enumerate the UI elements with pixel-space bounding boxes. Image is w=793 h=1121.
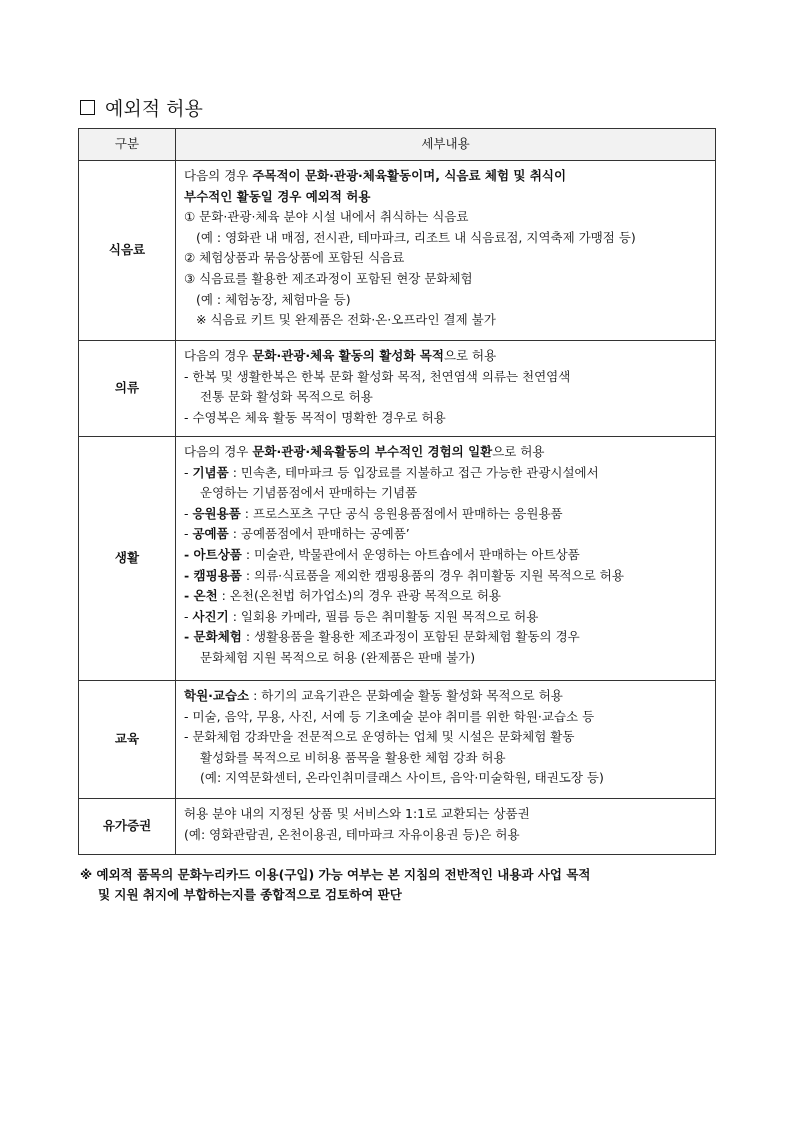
item-name: 사진기 — [192, 608, 229, 624]
checkbox-icon — [80, 100, 95, 115]
living-item — [184, 627, 709, 648]
detail-line — [184, 686, 709, 707]
item-text: : 온천(온천법 허가업소)의 경우 관광 목적으로 허용 — [217, 588, 501, 604]
item-text: : 민속촌, 테마파크 등 입장료를 지불하고 접근 가능한 관광시설에서 — [228, 464, 599, 480]
table-row-living — [79, 437, 716, 681]
dash: - — [184, 608, 193, 624]
footnote-line: 및 지원 취지에 부합하는지를 종합적으로 검토하여 판단 — [98, 887, 402, 902]
text-span: : 하기의 교육기관은 문화예술 활동 활성화 목적으로 허용 — [249, 688, 563, 703]
detail-education — [176, 681, 716, 799]
table-header-row — [79, 129, 716, 161]
item-name: 캠핑용품 — [193, 567, 242, 583]
item-text: : 미술관, 박물관에서 운영하는 아트숍에서 판매하는 아트상품 — [241, 546, 580, 562]
item-text: 문화체험 지원 목적으로 허용 (완제품은 판매 불가) — [200, 649, 476, 665]
item-name: 아트상품 — [193, 546, 242, 562]
dash: - — [184, 526, 193, 542]
detail-line: ① 문화·관광·체육 분야 시설 내에서 취식하는 식음료 — [184, 209, 469, 225]
detail-line: - 한복 및 생활한복은 한복 문화 활성화 목적, 천연염색 의류는 천연염색 — [184, 368, 571, 384]
bold-span: 주목적이 문화·관광·체육활동이며, 식음료 체험 및 취식이 — [252, 168, 567, 183]
detail-food — [176, 161, 716, 341]
detail-line: (예: 영화관람권, 온천이용권, 테마파크 자유이용권 등)은 허용 — [184, 826, 520, 842]
detail-line: ③ 식음료를 활용한 제조과정이 포함된 현장 문화체험 — [184, 270, 473, 286]
dash: - — [184, 505, 193, 521]
exception-table — [78, 128, 716, 855]
footnote-line: ※ 예외적 품목의 문화누리카드 이용(구입) 가능 여부는 본 지침의 전반적인 내용과 사업 목적 — [80, 867, 591, 882]
text-span: 다음의 경우 — [184, 444, 253, 459]
category-securities: 유가증권 — [79, 799, 176, 855]
detail-line — [184, 166, 709, 187]
dash: - — [184, 629, 194, 645]
detail-line — [184, 442, 709, 463]
item-text: : 일회용 카메라, 필름 등은 취미활동 지원 목적으로 허용 — [228, 608, 539, 624]
table-row-securities — [79, 799, 716, 855]
item-name: 응원용품 — [192, 505, 241, 521]
detail-line — [184, 346, 709, 367]
item-name: 문화체험 — [193, 629, 242, 645]
living-item — [184, 504, 709, 525]
bold-span: 부수적인 활동일 경우 예외적 허용 — [184, 188, 371, 204]
item-text: : 공예품점에서 판매하는 공예품’ — [228, 526, 410, 542]
header-category: 구분 — [79, 129, 176, 161]
dash: - — [184, 567, 194, 583]
detail-living — [176, 437, 716, 681]
living-item — [184, 607, 709, 628]
detail-line: 허용 분야 내의 지정된 상품 및 서비스와 1:1로 교환되는 상품권 — [184, 806, 530, 821]
living-item — [184, 483, 709, 504]
table-row-clothing — [79, 341, 716, 437]
dash: - — [184, 588, 194, 604]
bold-span: 학원·교습소 — [184, 688, 250, 703]
living-item — [184, 566, 709, 587]
detail-line — [184, 187, 709, 208]
text-span: 다음의 경우 — [184, 168, 253, 183]
text-span: 으로 허용 — [492, 444, 545, 459]
item-text: 운영하는 기념품점에서 판매하는 기념품 — [200, 485, 418, 501]
text-span: 다음의 경우 — [184, 348, 253, 363]
category-clothing: 의류 — [79, 341, 176, 437]
detail-clothing — [176, 341, 716, 437]
table-row-education — [79, 681, 716, 799]
living-item — [184, 463, 709, 484]
dash: - — [184, 546, 194, 562]
detail-securities — [176, 799, 716, 855]
living-item — [184, 648, 709, 669]
living-item — [184, 545, 709, 566]
item-name: 온천 — [193, 588, 218, 604]
living-item — [184, 524, 709, 545]
section-title-text: 예외적 허용 — [105, 98, 203, 120]
category-food: 식음료 — [79, 161, 176, 341]
detail-line: 전통 문화 활성화 목적으로 허용 — [200, 389, 373, 405]
bold-span: 문화·관광·체육활동의 부수적인 경험의 일환 — [252, 444, 493, 459]
detail-line: - 문화체험 강좌만을 전문적으로 운영하는 업체 및 시설은 문화체험 활동 — [184, 729, 575, 745]
footnote — [80, 865, 720, 905]
detail-line: (예 : 영화관 내 매점, 전시관, 테마파크, 리조트 내 식음료점, 지역축제 가맹점 등) — [196, 229, 636, 245]
text-span: 으로 허용 — [443, 348, 497, 363]
section-title — [80, 94, 203, 121]
living-item — [184, 586, 709, 607]
item-name: 공예품 — [192, 526, 229, 542]
item-text: : 의류·식료품을 제외한 캠핑용품의 경우 취미활동 지원 목적으로 허용 — [241, 567, 624, 583]
item-text: : 프로스포츠 구단 공식 응원용품점에서 판매하는 응원용품 — [240, 505, 563, 521]
dash: - — [184, 464, 193, 480]
detail-line: (예 : 체험농장, 체험마을 등) — [196, 291, 351, 307]
detail-line: ※ 식음료 키트 및 완제품은 전화·온·오프라인 결제 불가 — [196, 312, 496, 328]
bold-span: 문화·관광·체육 활동의 활성화 목적 — [252, 348, 444, 363]
category-living: 생활 — [79, 437, 176, 681]
detail-line: ② 체험상품과 묶음상품에 포함된 식음료 — [184, 250, 405, 266]
item-name: 기념품 — [192, 464, 229, 480]
detail-line: - 미술, 음악, 무용, 사진, 서예 등 기초예술 분야 취미를 위한 학원·교습소 등 — [184, 708, 595, 724]
detail-line: (예: 지역문화센터, 온라인취미클래스 사이트, 음악·미술학원, 태권도장 등) — [200, 770, 604, 786]
header-detail: 세부내용 — [176, 129, 716, 161]
table-row-food — [79, 161, 716, 341]
detail-line: 활성화를 목적으로 비허용 품목을 활용한 체험 강좌 허용 — [200, 749, 506, 765]
category-education: 교육 — [79, 681, 176, 799]
detail-line: - 수영복은 체육 활동 목적이 명확한 경우로 허용 — [184, 409, 446, 425]
item-text: : 생활용품을 활용한 제조과정이 포함된 문화체험 활동의 경우 — [241, 629, 580, 645]
